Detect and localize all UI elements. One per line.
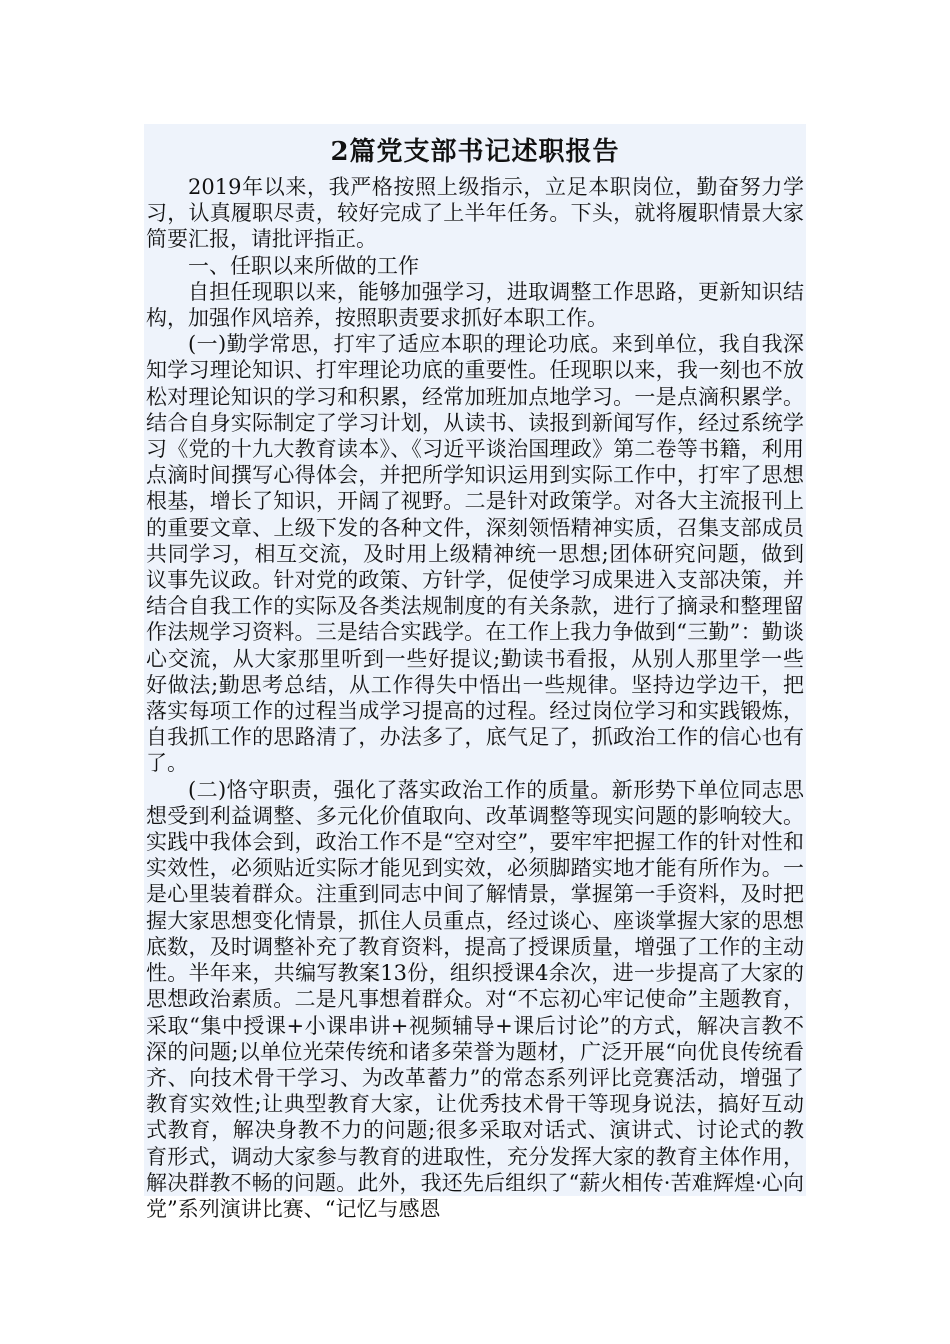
section-heading: 一、任职以来所做的工作 bbox=[188, 253, 419, 278]
report-body bbox=[144, 124, 806, 1221]
intro-paragraph: 2019年以来，我严格按照上级指示，立足本职岗位，勤奋努力学习，认真履职尽责，较好完成了上半年任务。下头，就将履职情景大家简要汇报，请批评指正。 bbox=[146, 175, 804, 252]
duty-paragraph: (二)恪守职责，强化了落实政治工作的质量。新形势下单位同志思想受到利益调整、多元化价值取向、改革调整等现实问题的影响较大。实践中我体会到，政治工作不是“空对空”，要牢牢把握工作的针对性和实效性，必须贴近实际才能见到实效，必须脚踏实地才能有所作为。一是心里装着群众。注重到同志中间了解情景，掌握第一手资料，及时把握大家思想变化情景，抓住人员重点，经过谈心、座谈掌握大家的思想底数，及时调整补充了教育资料，提高了授课质量，增强了工作的主动性。半年来，共编写教案13份，组织授课4余次，进一步提高了大家的思想政治素质。二是凡事想着群众。对“不忘初心牢记使命”主题教育，采取“集中授课+小课串讲+视频辅导+课后讨论”的方式，解决言教不深的问题;以单位光荣传统和诸多荣誉为题材，广泛开展“向优良传统看齐、向技术骨干学习、为改革蓄力”的常态系列评比竞赛活动，增强了教育实效性;让典型教育大家，让优秀技术骨干等现身说法，搞好互动式教育，解决身教不力的问题;很多采取对话式、演讲式、讨论式的教育形式，调动大家参与教育的进取性，充分发挥大家的教育主体作用，解决群教不畅的问题。此外，我还先后组织了“薪火相传·苦难辉煌·心向党”系列演讲比赛、“记忆与感恩 bbox=[146, 777, 804, 1221]
study-paragraph: (一)勤学常思，打牢了适应本职的理论功底。来到单位，我自我深知学习理论知识、打牢理论功底的重要性。任现职以来，我一刻也不放松对理论知识的学习和积累，经常加班加点地学习。一是点滴积累学。结合自身实际制定了学习计划，从读书、读报到新闻写作，经过系统学习《党的十九大教育读本》、《习近平谈治国理政》第二卷等书籍，利用点滴时间撰写心得体会，并把所学知识运用到实际工作中，打牢了思想根基，增长了知识，开阔了视野。二是针对政策学。对各大主流报刊上的重要文章、上级下发的各种文件，深刻领悟精神实质，召集支部成员共同学习，相互交流，及时用上级精神统一思想;团体研究问题，做到议事先议政。针对党的政策、方针学，促使学习成果进入支部决策，并结合自我工作的实际及各类法规制度的有关条款，进行了摘录和整理留作法规学习资料。三是结合实践学。在工作上我力争做到“三勤”：勤谈心交流，从大家那里听到一些好提议;勤读书看报，从别人那里学一些好做法;勤思考总结，从工作得失中悟出一些规律。坚持边学边干，把落实每项工作的过程当成学习提高的过程。经过岗位学习和实践锻炼，自我抓工作的思路清了，办法多了，底气足了，抓政治工作的信心也有了。 bbox=[146, 332, 804, 776]
section-intro-paragraph: 自担任现职以来，能够加强学习，进取调整工作思路，更新知识结构，加强作风培养，按照职责要求抓好本职工作。 bbox=[146, 279, 804, 331]
document-title: 2篇党支部书记述职报告 bbox=[330, 137, 620, 167]
